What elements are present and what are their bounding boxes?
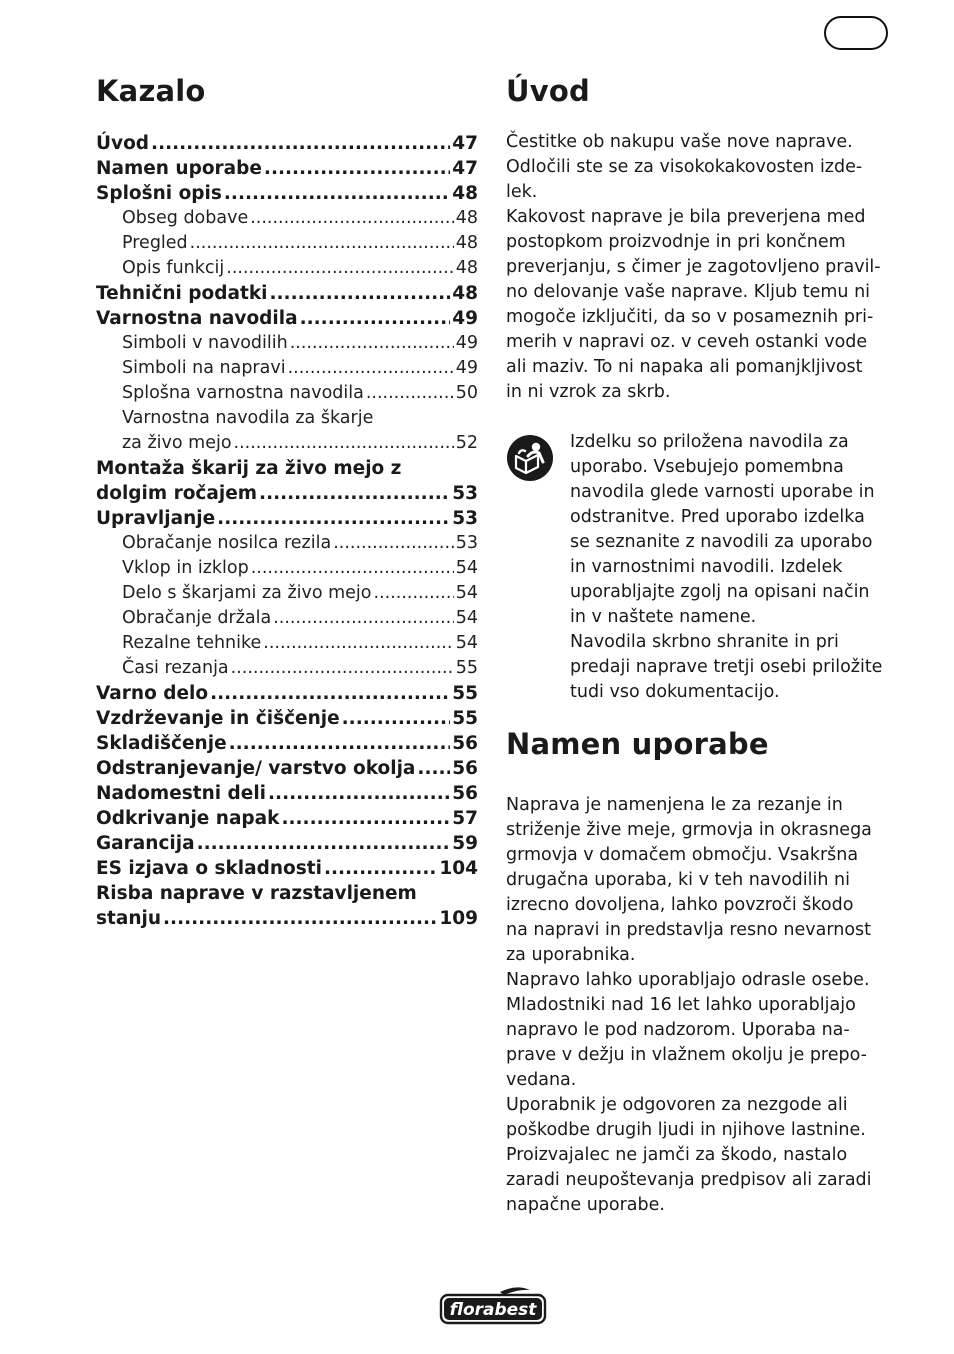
toc-entry[interactable] xyxy=(96,281,478,306)
toc-entry[interactable] xyxy=(96,331,478,356)
toc-entry[interactable] xyxy=(96,681,478,706)
text-line: Kakovost naprave je bila preverjena med xyxy=(506,207,866,227)
table-of-contents xyxy=(96,72,478,931)
toc-entry-text: Odkrivanje napak xyxy=(96,808,280,829)
toc-entry[interactable] xyxy=(96,706,478,731)
toc-entry-text: Obseg dobave xyxy=(122,208,249,228)
toc-entry-page: 48 xyxy=(455,208,478,228)
text-line: prave v dežju in vlažnem okolju je prepo- xyxy=(506,1045,867,1065)
text-line: grmovja v domačem območju. Vsakršna xyxy=(506,845,859,865)
toc-entry-text: Delo s škarjami za živo mejo xyxy=(122,583,372,603)
toc-leader-dots xyxy=(210,681,450,706)
toc-entry-page: 48 xyxy=(452,283,478,304)
toc-entry[interactable] xyxy=(96,181,478,206)
toc-entry-page: 49 xyxy=(455,358,478,378)
toc-entry-text: Namen uporabe xyxy=(96,158,262,179)
toc-leader-dots xyxy=(366,381,454,406)
text-line: napačne uporabe. xyxy=(506,1195,665,1215)
toc-leader-dots xyxy=(231,656,454,681)
text-line: in ni vzrok za skrb. xyxy=(506,382,671,402)
toc-entry-page: 104 xyxy=(439,858,478,879)
text-line: poškodbe drugih ljudi in njihove lastnine. xyxy=(506,1120,866,1140)
toc-entry-page: 56 xyxy=(452,733,478,754)
manual-notice xyxy=(506,430,894,705)
toc-entry[interactable] xyxy=(96,606,478,631)
toc-entry-text: Obračanje nosilca rezila xyxy=(122,533,332,553)
toc-entry-text: Pregled xyxy=(122,233,188,253)
toc-entry-page: 55 xyxy=(452,708,478,729)
toc-entry[interactable] xyxy=(96,781,478,806)
toc-entry-text: Obračanje držala xyxy=(122,608,272,628)
toc-entry[interactable] xyxy=(96,481,478,506)
toc-entry-text: Skladiščenje xyxy=(96,733,227,754)
toc-entry-text: Garancija xyxy=(96,833,195,854)
main-content xyxy=(506,72,894,1218)
text-line: no delovanje vaše naprave. Kljub temu ni xyxy=(506,282,871,302)
toc-leader-dots xyxy=(250,206,454,231)
toc-entry[interactable] xyxy=(96,381,478,406)
toc-leader-dots xyxy=(234,431,454,456)
toc-leader-dots xyxy=(263,631,453,656)
toc-leader-dots xyxy=(163,906,437,931)
toc-entry-text: Úvod xyxy=(96,133,150,154)
toc-entry-text: ES izjava o skladnosti xyxy=(96,858,322,879)
toc-leader-dots xyxy=(273,606,453,631)
toc-entry[interactable] xyxy=(96,756,478,781)
text-line: zaradi neupoštevanja predpisov ali zaradi xyxy=(506,1170,872,1190)
toc-entry[interactable] xyxy=(96,581,478,606)
toc-entry[interactable] xyxy=(96,806,478,831)
toc-entry-text: za živo mejo xyxy=(122,433,232,453)
toc-leader-dots xyxy=(226,256,453,281)
text-line: striženje žive meje, grmovja in okrasnega xyxy=(506,820,872,840)
toc-entry-page: 109 xyxy=(439,908,478,929)
toc-entry[interactable] xyxy=(96,731,478,756)
toc-leader-dots xyxy=(197,831,451,856)
toc-entry-text: Rezalne tehnike xyxy=(122,633,262,653)
toc-entry-text: Upravljanje xyxy=(96,508,216,529)
toc-leader-dots xyxy=(224,181,450,206)
toc-entry[interactable] xyxy=(96,656,478,681)
toc-leader-dots xyxy=(324,856,437,881)
toc-entry[interactable] xyxy=(96,156,478,181)
toc-leader-dots xyxy=(268,781,450,806)
toc-entry[interactable] xyxy=(96,906,478,931)
text-line: za uporabnika. xyxy=(506,945,636,965)
text-line: mogoče izključiti, da so v posameznih pri- xyxy=(506,307,874,327)
text-line: Uporabnik je odgovoren za nezgode ali xyxy=(506,1095,848,1115)
toc-entry-text: Varno delo xyxy=(96,683,209,704)
toc-leader-dots xyxy=(151,131,450,156)
text-line: uporabljajte zgolj na opisani način xyxy=(570,582,870,602)
text-line: izrecno dovoljena, lahko povzroči škodo xyxy=(506,895,854,915)
toc-entry-text: stanju xyxy=(96,908,162,929)
toc-entry-text: dolgim ročajem xyxy=(96,483,258,504)
toc-entry[interactable] xyxy=(96,131,478,156)
toc-entry[interactable] xyxy=(96,256,478,281)
toc-leader-dots xyxy=(281,806,450,831)
toc-entry[interactable] xyxy=(96,531,478,556)
toc-entry-page: 50 xyxy=(455,383,478,403)
toc-entry-text: Časi rezanja xyxy=(122,658,229,678)
text-line: Navodila skrbno shranite in pri xyxy=(570,632,839,652)
text-line: drugačna uporaba, ki v teh navodilih ni xyxy=(506,870,850,890)
text-line: Naprava je namenjena le za rezanje in xyxy=(506,795,843,815)
text-line: vedana. xyxy=(506,1070,577,1090)
toc-leader-dots xyxy=(333,531,454,556)
text-line: Proizvajalec ne jamči za škodo, nastalo xyxy=(506,1145,848,1165)
toc-entry-text: Montaža škarij za živo mejo z xyxy=(96,458,402,479)
usage-text xyxy=(506,793,894,1218)
toc-entry-page: 53 xyxy=(452,508,478,529)
text-line: Odločili ste se za visokokakovosten izde- xyxy=(506,157,863,177)
toc-entry-page: 55 xyxy=(455,658,478,678)
toc-entry[interactable] xyxy=(96,881,478,906)
text-line: Mladostniki nad 16 let lahko uporabljajo xyxy=(506,995,856,1015)
toc-entry-text: Tehnični podatki xyxy=(96,283,268,304)
text-line: uporabo. Vsebujejo pomembna xyxy=(570,457,844,477)
toc-entry-page: 49 xyxy=(455,333,478,353)
text-line: se seznanite z navodili za uporabo xyxy=(570,532,873,552)
logo-text: florabest xyxy=(449,1300,537,1320)
toc-entry-page: 48 xyxy=(455,258,478,278)
toc-entry[interactable] xyxy=(96,456,478,481)
toc-entry-text: Simboli v navodilih xyxy=(122,333,288,353)
toc-entry[interactable] xyxy=(96,206,478,231)
text-line: predaji naprave tretji osebi priložite xyxy=(570,657,883,677)
notice-text xyxy=(570,430,894,705)
toc-leader-dots xyxy=(290,331,454,356)
toc-leader-dots xyxy=(300,306,451,331)
text-line: postopkom proizvodnje in pri končnem xyxy=(506,232,846,252)
toc-list xyxy=(96,131,478,931)
text-line: ali maziv. To ni napaka ali pomanjkljivost xyxy=(506,357,863,377)
read-manual-icon xyxy=(506,434,554,482)
toc-entry-text: Risba naprave v razstavljenem xyxy=(96,883,417,904)
toc-leader-dots xyxy=(288,356,454,381)
toc-entry[interactable] xyxy=(96,231,478,256)
text-line: odstranitve. Pred uporabo izdelka xyxy=(570,507,865,527)
toc-entry-page: 52 xyxy=(455,433,478,453)
toc-entry[interactable] xyxy=(96,631,478,656)
toc-entry-page: 47 xyxy=(452,158,478,179)
text-line: Izdelku so priložena navodila za xyxy=(570,432,849,452)
toc-entry-text: Simboli na napravi xyxy=(122,358,286,378)
toc-entry[interactable] xyxy=(96,431,478,456)
text-line: in v naštete namene. xyxy=(570,607,757,627)
toc-entry-page: 59 xyxy=(452,833,478,854)
toc-entry-page: 54 xyxy=(455,608,478,628)
text-line: preverjanju, s čimer je zagotovljeno pravil- xyxy=(506,257,881,277)
toc-entry-text: Varnostna navodila xyxy=(96,308,298,329)
language-badge xyxy=(824,16,888,50)
toc-entry-page: 47 xyxy=(452,133,478,154)
text-line: Napravo lahko uporabljajo odrasle osebe. xyxy=(506,970,870,990)
toc-entry[interactable] xyxy=(96,856,478,881)
toc-entry-text: Splošna varnostna navodila xyxy=(122,383,364,403)
toc-entry-page: 48 xyxy=(455,233,478,253)
toc-leader-dots xyxy=(251,556,454,581)
toc-entry[interactable] xyxy=(96,506,478,531)
text-line: lek. xyxy=(506,182,538,202)
text-line: in varnostnimi navodili. Izdelek xyxy=(570,557,843,577)
toc-leader-dots xyxy=(374,581,454,606)
toc-leader-dots xyxy=(259,481,450,506)
toc-leader-dots xyxy=(229,731,451,756)
toc-entry[interactable] xyxy=(96,356,478,381)
text-line: merih v napravi oz. v ceveh ostanki vode xyxy=(506,332,868,352)
intro-text xyxy=(506,130,894,405)
toc-entry-text: Opis funkcij xyxy=(122,258,225,278)
toc-entry[interactable] xyxy=(96,831,478,856)
intro-title: Úvod xyxy=(506,74,590,108)
text-line: tudi vso dokumentacijo. xyxy=(570,682,780,702)
toc-leader-dots xyxy=(217,506,450,531)
toc-entry-page: 53 xyxy=(452,483,478,504)
toc-entry-page: 56 xyxy=(452,758,478,779)
toc-entry-page: 57 xyxy=(452,808,478,829)
text-line: navodila glede varnosti uporabe in xyxy=(570,482,875,502)
text-line: na napravi in predstavlja resno nevarnost xyxy=(506,920,872,940)
toc-entry-text: Vklop in izklop xyxy=(122,558,249,578)
toc-entry-page: 53 xyxy=(455,533,478,553)
text-line: napravo le pod nadzorom. Uporaba na- xyxy=(506,1020,850,1040)
florabest-logo xyxy=(438,1284,548,1326)
toc-entry-page: 49 xyxy=(452,308,478,329)
text-line: Čestitke ob nakupu vaše nove naprave. xyxy=(506,132,853,152)
toc-entry-page: 54 xyxy=(455,558,478,578)
toc-leader-dots xyxy=(190,231,454,256)
toc-entry-page: 56 xyxy=(452,783,478,804)
toc-title: Kazalo xyxy=(96,74,206,108)
toc-entry-text: Nadomestni deli xyxy=(96,783,267,804)
toc-entry-page: 54 xyxy=(455,633,478,653)
toc-leader-dots xyxy=(417,756,450,781)
toc-leader-dots xyxy=(269,281,450,306)
toc-entry-page: 48 xyxy=(452,183,478,204)
usage-title: Namen uporabe xyxy=(506,727,769,761)
toc-entry[interactable] xyxy=(96,306,478,331)
toc-entry-text: Odstranjevanje/ varstvo okolja xyxy=(96,758,416,779)
toc-entry[interactable] xyxy=(96,406,478,431)
toc-entry-text: Vzdrževanje in čiščenje xyxy=(96,708,340,729)
toc-leader-dots xyxy=(342,706,451,731)
toc-entry-text: Varnostna navodila za škarje xyxy=(122,408,374,428)
toc-entry-text: Splošni opis xyxy=(96,183,222,204)
toc-entry-page: 55 xyxy=(452,683,478,704)
toc-entry-page: 54 xyxy=(455,583,478,603)
toc-entry[interactable] xyxy=(96,556,478,581)
toc-leader-dots xyxy=(264,156,450,181)
